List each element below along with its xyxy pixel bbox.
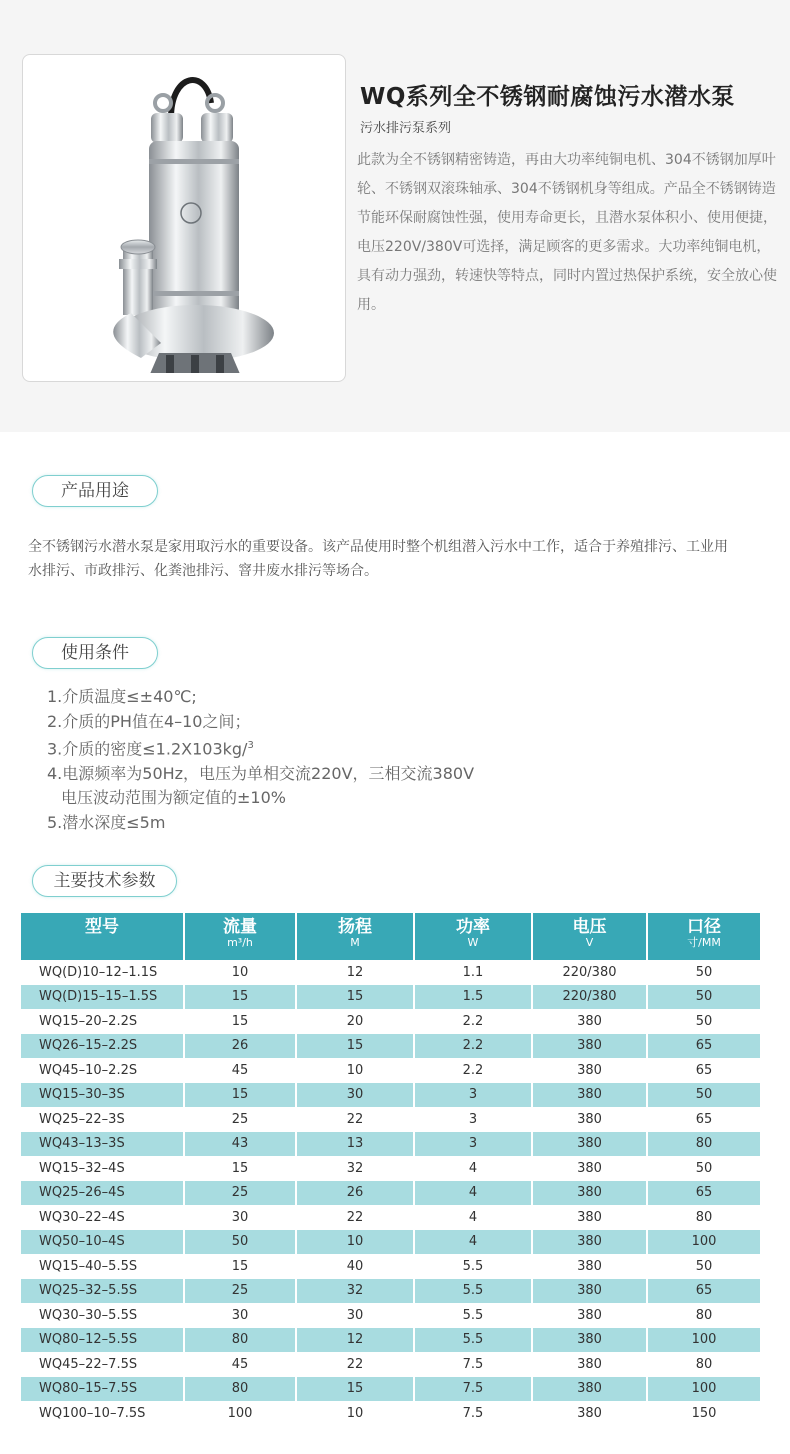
cell-diameter: 100 bbox=[647, 1377, 760, 1402]
cell-flow: 15 bbox=[184, 1009, 296, 1034]
product-title: WQ系列全不锈钢耐腐蚀污水潜水泵 bbox=[360, 84, 735, 110]
pump-image-icon bbox=[31, 63, 337, 373]
cell-diameter: 50 bbox=[647, 1009, 760, 1034]
cell-voltage: 380 bbox=[532, 1328, 647, 1353]
table-row bbox=[21, 1156, 760, 1181]
cell-power: 7.5 bbox=[414, 1377, 532, 1402]
condition-item: 5.潜水深度≤5m bbox=[47, 812, 166, 832]
cell-head: 15 bbox=[296, 1034, 414, 1059]
cell-flow: 45 bbox=[184, 1352, 296, 1377]
cell-model: WQ26–15–2.2S bbox=[21, 1034, 184, 1059]
cell-voltage: 380 bbox=[532, 1230, 647, 1255]
cell-diameter: 65 bbox=[647, 1034, 760, 1059]
table-row bbox=[21, 1279, 760, 1304]
cell-head: 15 bbox=[296, 985, 414, 1010]
condition-item: 4.电源频率为50Hz，电压为单相交流220V，三相交流380V bbox=[47, 763, 475, 783]
cell-head: 12 bbox=[296, 960, 414, 985]
cell-power: 2.2 bbox=[414, 1009, 532, 1034]
params-table bbox=[21, 913, 760, 1426]
cell-model: WQ30–22–4S bbox=[21, 1205, 184, 1230]
cell-diameter: 80 bbox=[647, 1352, 760, 1377]
cell-flow: 30 bbox=[184, 1205, 296, 1230]
cell-power: 4 bbox=[414, 1205, 532, 1230]
condition-item: 1.介质温度≤±40℃; bbox=[47, 687, 197, 706]
conditions-section-label: 使用条件 bbox=[32, 637, 158, 669]
cell-power: 1.1 bbox=[414, 960, 532, 985]
cell-model: WQ25–26–4S bbox=[21, 1181, 184, 1206]
cell-power: 4 bbox=[414, 1181, 532, 1206]
table-row bbox=[21, 1181, 760, 1206]
cell-flow: 25 bbox=[184, 1107, 296, 1132]
header-diameter: 口径 寸/MM bbox=[647, 913, 760, 960]
cell-flow: 10 bbox=[184, 960, 296, 985]
cell-head: 22 bbox=[296, 1107, 414, 1132]
cell-flow: 80 bbox=[184, 1377, 296, 1402]
cell-voltage: 380 bbox=[532, 1034, 647, 1059]
table-row bbox=[21, 1352, 760, 1377]
cell-power: 2.2 bbox=[414, 1034, 532, 1059]
cell-head: 30 bbox=[296, 1303, 414, 1328]
table-row bbox=[21, 1205, 760, 1230]
cell-flow: 30 bbox=[184, 1303, 296, 1328]
cell-voltage: 380 bbox=[532, 1132, 647, 1157]
table-header-row bbox=[21, 913, 760, 960]
table-row bbox=[21, 960, 760, 985]
cell-power: 2.2 bbox=[414, 1058, 532, 1083]
params-table-container bbox=[21, 913, 760, 1426]
product-subtitle: 污水排污泵系列 bbox=[360, 121, 452, 136]
cell-voltage: 380 bbox=[532, 1205, 647, 1230]
product-description: 此款为全不锈钢精密铸造，再由大功率纯铜电机、304不锈钢加厚叶轮、不锈钢双滚珠轴承、304不锈钢机身等组成。产品全不锈钢铸造节能环保耐腐蚀性强，使用寿命更长，且潜水泵体积小、使用便捷，电压220V/380V可选择，满足顾客的更多需求。大功率纯铜电机，具有动力强劲，转速快等特点，同时内置过热保护系统，安全放心使用。 bbox=[357, 152, 777, 313]
table-row bbox=[21, 1107, 760, 1132]
cell-head: 32 bbox=[296, 1156, 414, 1181]
cell-flow: 80 bbox=[184, 1328, 296, 1353]
cell-power: 7.5 bbox=[414, 1401, 532, 1426]
cell-power: 5.5 bbox=[414, 1279, 532, 1304]
product-image bbox=[31, 63, 337, 373]
cell-model: WQ30–30–5.5S bbox=[21, 1303, 184, 1328]
table-row bbox=[21, 1230, 760, 1255]
cell-model: WQ100–10–7.5S bbox=[21, 1401, 184, 1426]
cell-diameter: 50 bbox=[647, 1083, 760, 1108]
cell-diameter: 50 bbox=[647, 985, 760, 1010]
cell-diameter: 80 bbox=[647, 1132, 760, 1157]
cell-power: 3 bbox=[414, 1132, 532, 1157]
cell-model: WQ43–13–3S bbox=[21, 1132, 184, 1157]
cell-flow: 15 bbox=[184, 1156, 296, 1181]
cell-diameter: 100 bbox=[647, 1328, 760, 1353]
cell-model: WQ25–32–5.5S bbox=[21, 1279, 184, 1304]
cell-flow: 45 bbox=[184, 1058, 296, 1083]
cell-voltage: 380 bbox=[532, 1279, 647, 1304]
cell-head: 22 bbox=[296, 1205, 414, 1230]
cell-flow: 26 bbox=[184, 1034, 296, 1059]
table-row bbox=[21, 1328, 760, 1353]
cell-diameter: 65 bbox=[647, 1279, 760, 1304]
cell-voltage: 380 bbox=[532, 1058, 647, 1083]
product-header-section bbox=[0, 0, 790, 432]
cell-head: 10 bbox=[296, 1058, 414, 1083]
cell-flow: 100 bbox=[184, 1401, 296, 1426]
table-row bbox=[21, 1132, 760, 1157]
cell-head: 15 bbox=[296, 1377, 414, 1402]
cell-voltage: 380 bbox=[532, 1352, 647, 1377]
cell-power: 5.5 bbox=[414, 1328, 532, 1353]
condition-item bbox=[47, 734, 474, 762]
cell-head: 10 bbox=[296, 1401, 414, 1426]
cell-voltage: 380 bbox=[532, 1303, 647, 1328]
table-row bbox=[21, 1034, 760, 1059]
cell-head: 30 bbox=[296, 1083, 414, 1108]
cell-flow: 25 bbox=[184, 1279, 296, 1304]
table-row bbox=[21, 985, 760, 1010]
cell-diameter: 50 bbox=[647, 960, 760, 985]
cell-diameter: 50 bbox=[647, 1156, 760, 1181]
cell-head: 32 bbox=[296, 1279, 414, 1304]
cell-diameter: 150 bbox=[647, 1401, 760, 1426]
cell-model: WQ(D)15–15–1.5S bbox=[21, 985, 184, 1010]
header-power: 功率 W bbox=[414, 913, 532, 960]
cell-power: 3 bbox=[414, 1107, 532, 1132]
cell-head: 10 bbox=[296, 1230, 414, 1255]
cell-voltage: 380 bbox=[532, 1009, 647, 1034]
cell-model: WQ15–20–2.2S bbox=[21, 1009, 184, 1034]
cell-model: WQ15–32–4S bbox=[21, 1156, 184, 1181]
conditions-list bbox=[47, 685, 474, 835]
cell-model: WQ80–15–7.5S bbox=[21, 1377, 184, 1402]
params-section-label: 主要技术参数 bbox=[32, 865, 177, 897]
cell-voltage: 220/380 bbox=[532, 960, 647, 985]
cell-flow: 15 bbox=[184, 1254, 296, 1279]
cell-diameter: 100 bbox=[647, 1230, 760, 1255]
usage-section-label: 产品用途 bbox=[32, 475, 158, 507]
cell-diameter: 80 bbox=[647, 1205, 760, 1230]
condition-density: 3.介质的密度≤1.2X103kg/ bbox=[47, 739, 248, 759]
header-head: 扬程 M bbox=[296, 913, 414, 960]
condition-item: 2.介质的PH值在4–10之间； bbox=[47, 711, 251, 731]
cell-model: WQ45–10–2.2S bbox=[21, 1058, 184, 1083]
product-image-card bbox=[22, 54, 346, 382]
condition-item: 电压波动范围为额定值的±10% bbox=[61, 788, 286, 808]
cell-model: WQ15–30–3S bbox=[21, 1083, 184, 1108]
cell-diameter: 65 bbox=[647, 1107, 760, 1132]
cell-voltage: 380 bbox=[532, 1254, 647, 1279]
cell-head: 26 bbox=[296, 1181, 414, 1206]
table-row bbox=[21, 1303, 760, 1328]
table-row bbox=[21, 1401, 760, 1426]
cell-voltage: 220/380 bbox=[532, 985, 647, 1010]
cell-voltage: 380 bbox=[532, 1107, 647, 1132]
cell-power: 1.5 bbox=[414, 985, 532, 1010]
condition-density-exponent: 3 bbox=[247, 740, 254, 751]
cell-power: 5.5 bbox=[414, 1303, 532, 1328]
cell-flow: 15 bbox=[184, 1083, 296, 1108]
cell-model: WQ45–22–7.5S bbox=[21, 1352, 184, 1377]
header-flow: 流量 m³/h bbox=[184, 913, 296, 960]
cell-head: 40 bbox=[296, 1254, 414, 1279]
usage-text: 全不锈钢污水潜水泵是家用取污水的重要设备。该产品使用时整个机组潜入污水中工作，适合于养殖排污、工业用水排污、市政排污、化粪池排污、窨井废水排污等场合。 bbox=[28, 539, 728, 579]
table-body bbox=[21, 960, 760, 1426]
cell-power: 4 bbox=[414, 1230, 532, 1255]
cell-head: 12 bbox=[296, 1328, 414, 1353]
cell-power: 5.5 bbox=[414, 1254, 532, 1279]
cell-flow: 43 bbox=[184, 1132, 296, 1157]
cell-voltage: 380 bbox=[532, 1156, 647, 1181]
cell-head: 20 bbox=[296, 1009, 414, 1034]
cell-voltage: 380 bbox=[532, 1401, 647, 1426]
cell-model: WQ15–40–5.5S bbox=[21, 1254, 184, 1279]
cell-power: 3 bbox=[414, 1083, 532, 1108]
cell-diameter: 80 bbox=[647, 1303, 760, 1328]
cell-voltage: 380 bbox=[532, 1377, 647, 1402]
cell-model: WQ50–10–4S bbox=[21, 1230, 184, 1255]
table-row bbox=[21, 1083, 760, 1108]
table-row bbox=[21, 1009, 760, 1034]
cell-model: WQ80–12–5.5S bbox=[21, 1328, 184, 1353]
cell-power: 7.5 bbox=[414, 1352, 532, 1377]
header-voltage: 电压 V bbox=[532, 913, 647, 960]
cell-power: 4 bbox=[414, 1156, 532, 1181]
cell-voltage: 380 bbox=[532, 1083, 647, 1108]
cell-flow: 25 bbox=[184, 1181, 296, 1206]
cell-head: 13 bbox=[296, 1132, 414, 1157]
header-model: 型号 bbox=[21, 913, 184, 960]
cell-diameter: 65 bbox=[647, 1058, 760, 1083]
cell-voltage: 380 bbox=[532, 1181, 647, 1206]
table-row bbox=[21, 1254, 760, 1279]
cell-model: WQ25–22–3S bbox=[21, 1107, 184, 1132]
table-row bbox=[21, 1058, 760, 1083]
cell-diameter: 50 bbox=[647, 1254, 760, 1279]
cell-flow: 15 bbox=[184, 985, 296, 1010]
cell-diameter: 65 bbox=[647, 1181, 760, 1206]
cell-model: WQ(D)10–12–1.1S bbox=[21, 960, 184, 985]
cell-flow: 50 bbox=[184, 1230, 296, 1255]
cell-head: 22 bbox=[296, 1352, 414, 1377]
table-row bbox=[21, 1377, 760, 1402]
